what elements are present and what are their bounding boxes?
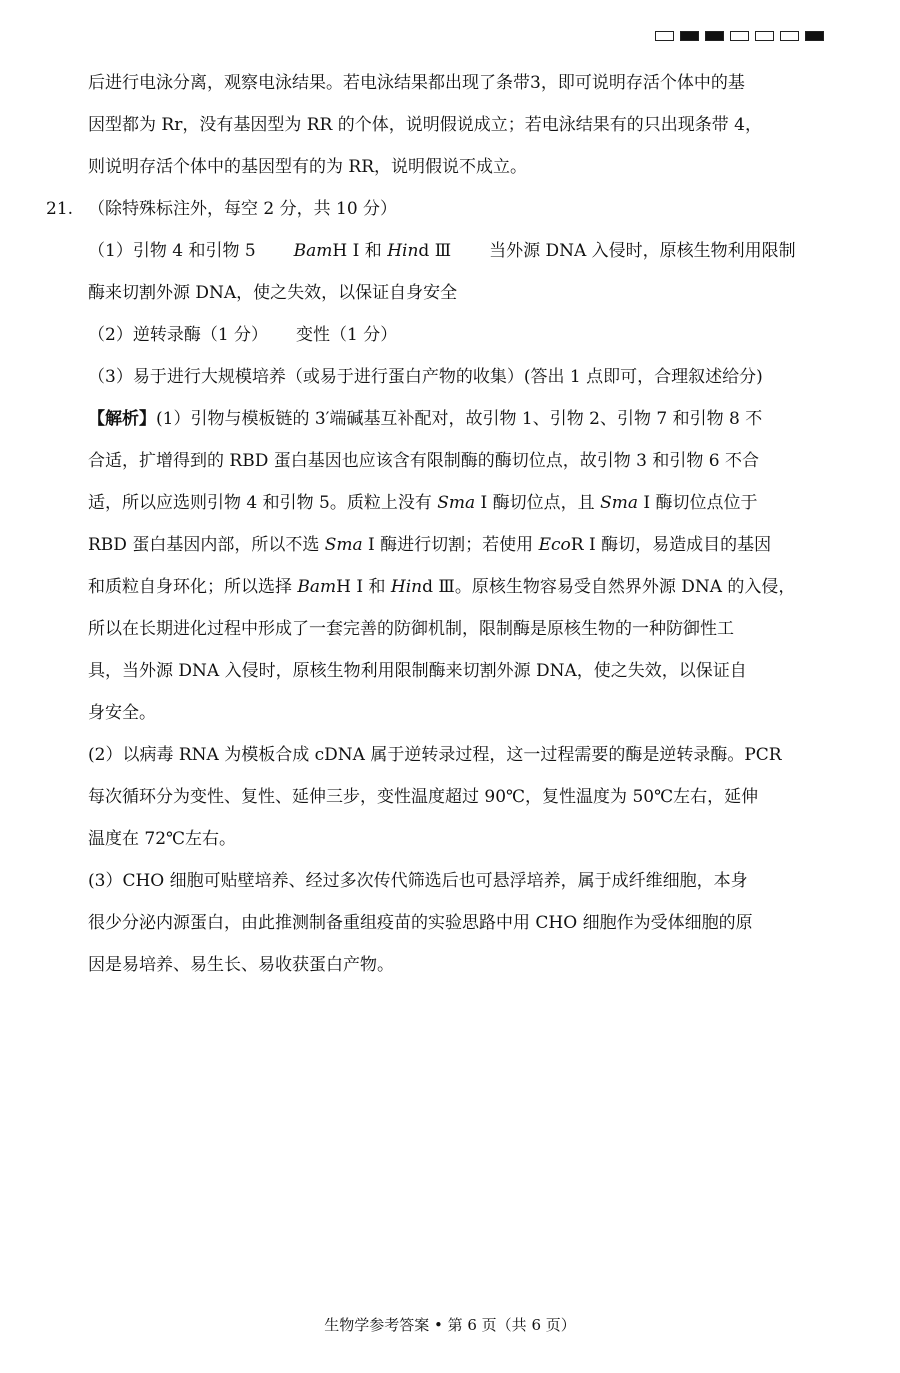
answer-2-part1: （2）逆转录酶（1 分） xyxy=(88,325,269,345)
answer-1-primers: （1）引物 4 和引物 5 xyxy=(88,241,256,261)
analysis-line: (2）以病毒 RNA 为模板合成 cDNA 属于逆转录过程，这一过程需要的酶是逆转录酶。PCR xyxy=(88,745,782,765)
page-mark xyxy=(755,31,774,41)
analysis-line: 身安全。 xyxy=(88,703,156,723)
enzyme-name: Hin xyxy=(387,241,419,261)
analysis-line: 具，当外源 DNA 入侵时，原核生物利用限制酶来切割外源 DNA，使之失效，以保证自 xyxy=(88,661,747,681)
analysis-line: 温度在 72℃左右。 xyxy=(88,829,237,849)
enzyme-name: Sma xyxy=(600,493,638,513)
question-number: 21. xyxy=(46,199,74,219)
answer-1-cont: 酶来切割外源 DNA，使之失效，以保证自身安全 xyxy=(88,283,458,303)
analysis-line: 很少分泌内源蛋白，由此推测制备重组疫苗的实验思路中用 CHO 细胞作为受体细胞的原 xyxy=(88,913,753,933)
page-footer: 生物学参考答案 • 第 6 页（共 6 页） xyxy=(324,1316,576,1334)
analysis-text: RBD 蛋白基因内部，所以不选 xyxy=(88,535,325,555)
question-21-header xyxy=(46,188,854,230)
enzyme-name: Bam xyxy=(293,241,333,261)
page-mark xyxy=(655,31,674,41)
enzyme-name-suffix: d Ⅲ xyxy=(418,241,452,261)
analysis-line: 因是易培养、易生长、易收获蛋白产物。 xyxy=(88,955,394,975)
enzyme-name: Eco xyxy=(538,535,571,555)
analysis-line: 合适，扩增得到的 RBD 蛋白基因也应该含有限制酶的酶切位点，故引物 3 和引物 6 不合 xyxy=(88,451,759,471)
analysis-line xyxy=(88,524,854,566)
continuation-line: 则说明存活个体中的基因型有的为 RR，说明假说不成立。 xyxy=(88,157,528,177)
continuation-line: 因型都为 Rr，没有基因型为 RR 的个体，说明假说成立；若电泳结果有的只出现条带 4， xyxy=(88,115,762,135)
page-mark xyxy=(680,31,699,41)
enzyme-name: Hin xyxy=(390,577,423,597)
answer-2-part2: 变性（1 分） xyxy=(296,325,398,345)
analysis-line xyxy=(88,482,854,524)
analysis-text: Ⅰ 酶切位点，且 xyxy=(475,493,601,513)
answer-3: （3）易于进行大规模培养（或易于进行蛋白产物的收集）(答出 1 点即可，合理叙述给分) xyxy=(88,367,763,387)
scoring-note: （除特殊标注外，每空 2 分，共 10 分） xyxy=(88,199,398,219)
enzyme-name: Sma xyxy=(437,493,476,513)
analysis-text: 适，所以应选则引物 4 和引物 5。质粒上没有 xyxy=(88,493,438,513)
analysis-line xyxy=(88,398,854,440)
analysis-text: Ⅰ 酶切位点位于 xyxy=(638,493,758,513)
analysis-text: (1）引物与模板链的 3′端碱基互补配对，故引物 1、引物 2、引物 7 和引物 8 不 xyxy=(156,409,763,429)
analysis-tag: 【解析】 xyxy=(88,409,156,429)
enzyme-name: Sma xyxy=(324,535,363,555)
answer-1 xyxy=(88,230,854,272)
page-mark xyxy=(730,31,749,41)
page-indicator xyxy=(655,31,824,41)
analysis-line: 所以在长期进化过程中形成了一套完善的防御机制，限制酶是原核生物的一种防御性工 xyxy=(88,619,734,639)
page-mark xyxy=(705,31,724,41)
analysis-text: R Ⅰ 酶切，易造成目的基因 xyxy=(570,535,772,555)
analysis-text: d Ⅲ。原核生物容易受自然界外源 DNA 的入侵， xyxy=(422,577,796,597)
page-mark xyxy=(805,31,824,41)
answer-2 xyxy=(88,314,854,356)
enzyme-name: Bam xyxy=(297,577,337,597)
continuation-line: 后进行电泳分离，观察电泳结果。若电泳结果都出现了条带3，即可说明存活个体中的基 xyxy=(88,73,745,93)
analysis-text: Ⅰ 酶进行切割；若使用 xyxy=(362,535,539,555)
analysis-line: (3）CHO 细胞可贴壁培养、经过多次传代筛选后也可悬浮培养，属于成纤维细胞，本身 xyxy=(88,871,748,891)
page-mark xyxy=(780,31,799,41)
analysis-text: H Ⅰ 和 xyxy=(336,577,391,597)
enzyme-name-suffix: H Ⅰ 和 xyxy=(332,241,388,261)
analysis-line: 每次循环分为变性、复性、延伸三步，变性温度超过 90℃，复性温度为 50℃左右，延伸 xyxy=(88,787,759,807)
analysis-text: 和质粒自身环化；所以选择 xyxy=(88,577,298,597)
answer-body xyxy=(46,62,854,986)
answer-1-text: 当外源 DNA 入侵时，原核生物利用限制 xyxy=(489,241,796,261)
analysis-line xyxy=(88,566,854,608)
